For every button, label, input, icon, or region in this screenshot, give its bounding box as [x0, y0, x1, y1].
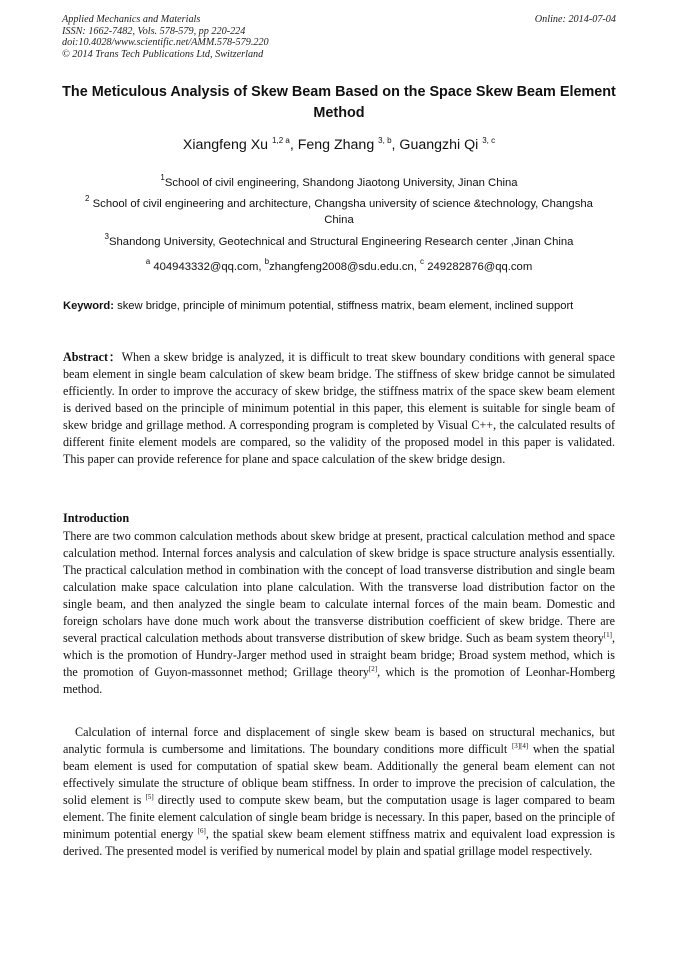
- affiliation-2: $^2$ School of civil engineering and architecture, Changsha university of science &technology, Changsha China: [85, 194, 593, 226]
- author-list: Xiangfeng Xu $^{1,2 a}$, Feng Zhang $^{3, b}$, Guangzhi Qi $^{3, c}$: [182, 136, 496, 153]
- email-link[interactable]: 404943332@qq.com,: [153, 261, 262, 273]
- abstract: [63, 349, 615, 468]
- author-name: Xiangfeng Xu: [182, 137, 269, 153]
- author-name: Feng Zhang: [297, 137, 375, 153]
- citation[interactable]: [1]: [603, 631, 612, 640]
- paper-title: The Meticulous Analysis of Skew Beam Based on the Space Skew Beam Element Method: [62, 84, 616, 121]
- introduction-heading: Introduction: [63, 511, 130, 525]
- citation[interactable]: [5]: [145, 793, 154, 802]
- author-sup: 1,2 a: [272, 136, 290, 145]
- abstract-text: When a skew bridge is analyzed, it is difficult to treat skew boundary conditions with general space beam element in single beam calculation of skew beam bridge. The stiffness of skew bridge cannot be simulated efficiently. In order to improve the accuracy of skew bridge, the stiffness matrix of the space skew beam element is derived based on the principle of minimum potential in this paper, this element is suitable for single beam of skew bridge and grillage method. A corresponding program is completed by Visual C++, the calculated results of different finite element models are compared, so the validity of the proposed model in this paper is validated. This paper can provide reference for plane and space calculation of the skew bridge design.: [63, 350, 615, 467]
- journal-header: [62, 14, 616, 60]
- citation[interactable]: [3][4]: [511, 742, 529, 751]
- author-sup: 3, b: [378, 136, 392, 145]
- keywords: [63, 298, 615, 315]
- email-link[interactable]: 249282876@qq.com: [427, 261, 533, 273]
- keyword-text: skew bridge, principle of minimum potential, stiffness matrix, beam element, inclined support: [117, 300, 574, 312]
- affiliation-3: $^3$Shandong University, Geotechnical and Structural Engineering Research center ,Jinan China: [104, 232, 574, 248]
- issn-line: ISSN: 1662-7482, Vols. 578-579, pp 220-224: [62, 25, 246, 37]
- doi-line[interactable]: doi:10.4028/www.scientific.net/AMM.578-579.220: [62, 37, 269, 49]
- email-link[interactable]: zhangfeng2008@sdu.edu.cn,: [269, 261, 417, 273]
- affiliation-1: $^1$School of civil engineering, Shandong Jiaotong University, Jinan China: [160, 173, 518, 189]
- author-sup: 3, c: [482, 136, 496, 145]
- online-date: Online: 2014-07-04: [534, 14, 616, 25]
- keyword-label: Keyword:: [63, 300, 114, 312]
- introduction-paragraph-2: Calculation of internal force and displacement of single skew beam is based on structural mechanics, but analytic formula is cumbersome and limitations. The boundary conditions more difficult [3][4] when the spatial beam element is used for computation of spatial skew beam. Additionally the general beam element can not effectively simulate the structure of oblique beam stiffness. In order to improve the precision of calculation, the solid element is [5] directly used to compute skew beam, but the computation usage is lager compared to beam element. The finite element calculation of single beam bridge is necessary. In this paper, based on the principle of minimum potential energy [6], the spatial skew beam element stiffness matrix and equivalent load expression is derived. The presented model is verified by numerical model by plain and spatial grillage model respectively.: [63, 725, 616, 859]
- email-line: $^a$ 404943332@qq.com, $^b$zhangfeng2008@sdu.edu.cn, $^c$ 249282876@qq.com: [145, 257, 533, 273]
- author-name: Guangzhi Qi: [399, 137, 479, 153]
- introduction-paragraph-1: There are two common calculation methods about skew bridge at present, practical calculation method and space calculation method. Internal forces analysis and calculation of skew bridge is space structure analysis essentially. The practical calculation method in combination with the concept of load transverse distribution and single beam calculation make space calculation into plane calculation. With the transverse load distribution factor on the single beam, and then analyzed the single beam to calculate internal forces of the main beam. Domestic and foreign scholars have done much work about the transverse distribution coefficient of skew bridge. There are several practical calculation methods about transverse distribution of skew bridge. Such as beam system theory[1], which is the promotion of Hundry-Jarger method used in straight beam bridge; Broad system method, which is the promotion of Guyon-massonnet method; Grillage theory[2], which is the promotion of Leonhar-Homberg method.: [63, 529, 615, 697]
- journal-name: Applied Mechanics and Materials: [62, 14, 201, 25]
- citation[interactable]: [6]: [197, 827, 206, 836]
- citation[interactable]: [2]: [368, 665, 378, 674]
- abstract-label: Abstract：: [63, 350, 122, 364]
- copyright-line: © 2014 Trans Tech Publications Ltd, Switzerland: [62, 48, 264, 60]
